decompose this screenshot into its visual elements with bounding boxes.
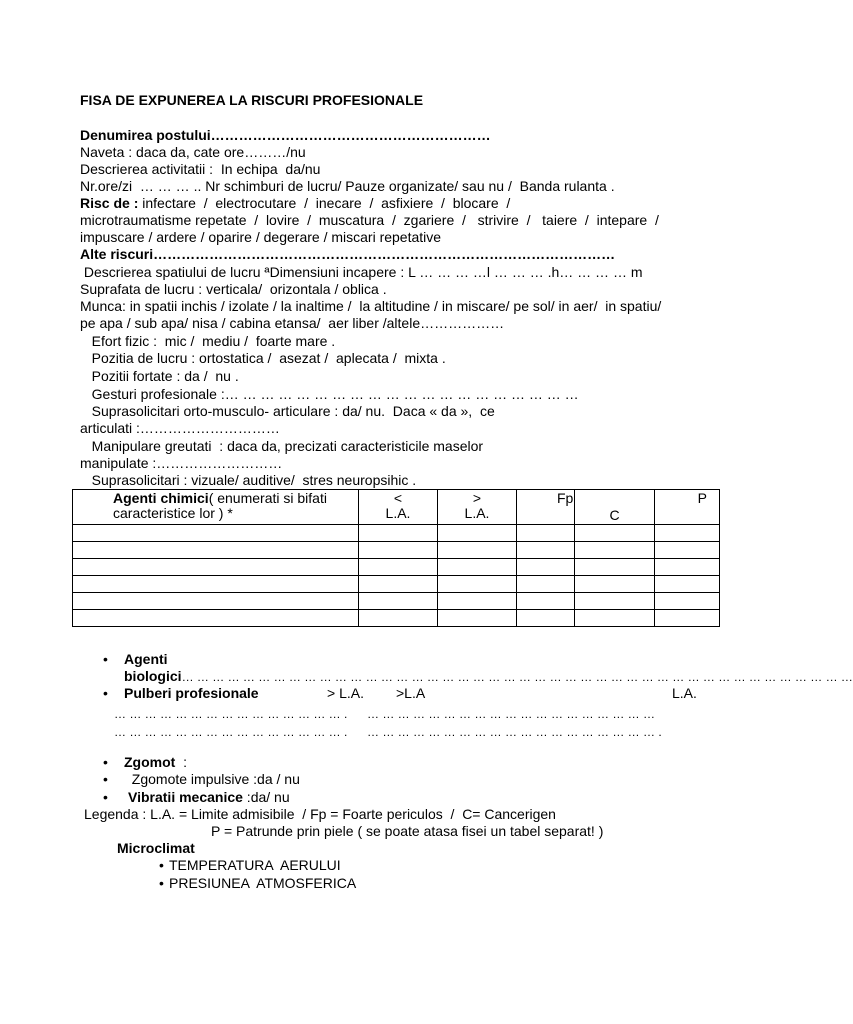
- legend-line-2: P = Patrunde prin piele ( se poate atasa fisei un tabel separat! ): [211, 823, 604, 839]
- table-cell[interactable]: [517, 576, 575, 593]
- other-risks-line: Alte riscuri………………………………………………………………………………………: [80, 246, 616, 262]
- table-cell[interactable]: [359, 576, 438, 593]
- table-cell[interactable]: [575, 610, 655, 627]
- atmospheric-pressure-item: PRESIUNEA ATMOSFERICA: [169, 875, 357, 891]
- table-cell[interactable]: [575, 559, 655, 576]
- table-header-row: [73, 490, 720, 525]
- skin-penetration-label: P: [697, 490, 707, 506]
- table-cell[interactable]: [517, 559, 575, 576]
- risk-line-2: microtraumatisme repetate / lovire / muscatura / zgariere / strivire / taiere / intepare /: [80, 212, 659, 228]
- table-cell[interactable]: [438, 593, 517, 610]
- handled-masses-line: manipulate :………………………: [80, 455, 283, 471]
- table-cell[interactable]: [655, 610, 720, 627]
- table-cell[interactable]: [359, 559, 438, 576]
- microclimate-heading: Microclimat: [117, 840, 195, 856]
- bullet-icon: •: [103, 685, 108, 701]
- bullet-icon: •: [103, 651, 108, 667]
- table-cell[interactable]: [575, 576, 655, 593]
- risk-items-1: infectare / electrocutare / inecare / asfixiere / blocare /: [138, 195, 511, 211]
- bullet-icon: •: [103, 789, 108, 805]
- table-cell[interactable]: [359, 542, 438, 559]
- table-cell[interactable]: [438, 576, 517, 593]
- table-cell[interactable]: [438, 559, 517, 576]
- table-cell[interactable]: [655, 559, 720, 576]
- above-limit-symbol: >: [472, 490, 482, 506]
- table-cell[interactable]: [517, 610, 575, 627]
- air-temperature-item: TEMPERATURA AERULUI: [169, 857, 341, 873]
- header-above-limit: [438, 490, 517, 525]
- work-surface-line: Suprafata de lucru : verticala/ orizontala / oblica .: [80, 281, 387, 297]
- forced-positions-line: Pozitii fortate : da / nu .: [80, 368, 239, 384]
- chemical-agents-table: [72, 489, 720, 627]
- bullet-icon: •: [159, 875, 164, 891]
- risk-line-1: [80, 195, 510, 212]
- header-carcinogen: [575, 490, 655, 525]
- workspace-description-line: Descrierea spatiului de lucru ªDimensiuni incapere : L … … … …l … … … .h… … … … m: [80, 264, 643, 280]
- weight-handling-line: Manipulare greutati : daca da, precizati caracteristicile maselor: [80, 438, 484, 454]
- table-cell[interactable]: [575, 593, 655, 610]
- table-cell[interactable]: [73, 593, 359, 610]
- dust-dots-left-2: … … … … … … … … … … … … … … … .: [114, 725, 348, 739]
- dust-dots-right-1: … … … … … … … … … … … … … … … … … … …: [367, 707, 656, 721]
- carcinogen-label: C: [609, 507, 620, 523]
- biological-agents-label-2: biologici: [124, 668, 182, 684]
- table-cell[interactable]: [359, 593, 438, 610]
- above-limit-unit: L.A.: [464, 505, 490, 521]
- dust-above-limit-2: >L.A: [396, 685, 426, 701]
- table-cell[interactable]: [73, 542, 359, 559]
- chemical-agents-note: ( enumerati si bifati: [208, 490, 327, 506]
- professional-gestures-line: Gesturi profesionale :… … … … … … … … … … … … … … … … … … … …: [80, 386, 579, 402]
- table-cell[interactable]: [575, 542, 655, 559]
- dust-limit: L.A.: [672, 685, 697, 701]
- table-cell[interactable]: [438, 525, 517, 542]
- document-title: FISA DE EXPUNEREA LA RISCURI PROFESIONALE: [80, 92, 424, 108]
- work-location-line-1: Munca: in spatii inchis / izolate / la inaltime / la altitudine / in miscare/ pe sol/ in aer/ in spatiu/: [80, 298, 662, 314]
- dust-above-limit-1: > L.A.: [327, 685, 364, 701]
- vibrations-line: [128, 789, 290, 806]
- table-cell[interactable]: [575, 525, 655, 542]
- table-row: [73, 576, 720, 593]
- table-cell[interactable]: [438, 542, 517, 559]
- table-cell[interactable]: [73, 610, 359, 627]
- work-position-line: Pozitia de lucru : ortostatica / asezat / aplecata / mixta .: [80, 350, 446, 366]
- bullet-icon: •: [103, 754, 108, 770]
- table-cell[interactable]: [359, 610, 438, 627]
- table-cell[interactable]: [73, 525, 359, 542]
- below-limit-unit: L.A.: [385, 505, 411, 521]
- work-location-line-2: pe apa / sub apa/ nisa / cabina etansa/ aer liber /altele………………: [80, 315, 505, 331]
- noise-label: Zgomot: [124, 754, 176, 770]
- table-row: [73, 610, 720, 627]
- chemical-agents-label: Agenti chimici: [113, 490, 209, 506]
- table-row: [73, 593, 720, 610]
- bullet-icon: •: [103, 771, 108, 787]
- table-cell[interactable]: [73, 576, 359, 593]
- vibrations-answer: :da/ nu: [242, 789, 290, 805]
- table-row: [73, 559, 720, 576]
- vibrations-label: Vibratii mecanice: [128, 789, 243, 805]
- work-hours-line: Nr.ore/zi … … … .. Nr schimburi de lucru/ Pauze organizate/ sau nu / Banda rulanta .: [80, 178, 615, 194]
- job-title-line: Denumirea postului……………………………………………………: [80, 127, 491, 143]
- risk-label: Risc de :: [80, 195, 139, 211]
- table-row: [73, 525, 720, 542]
- table-cell[interactable]: [517, 593, 575, 610]
- header-below-limit: [359, 490, 438, 525]
- legend-line: Legenda : L.A. = Limite admisibile / Fp = Foarte periculos / C= Cancerigen: [84, 806, 556, 822]
- table-cell[interactable]: [655, 525, 720, 542]
- commute-line: Naveta : daca da, cate ore………/nu: [80, 144, 306, 160]
- noise-colon: :: [175, 754, 187, 770]
- table-cell[interactable]: [73, 559, 359, 576]
- below-limit-symbol: <: [393, 490, 403, 506]
- sensory-strain-line: Suprasolicitari : vizuale/ auditive/ stres neuropsihic .: [80, 472, 417, 488]
- table-row: [73, 542, 720, 559]
- biological-agents-dots: … … … … … … … … … … … … … … … … … … … … … … … … … … … … … … … … … … … … … … … … … … … …: [181, 670, 853, 684]
- table-cell[interactable]: [655, 576, 720, 593]
- impulse-noise-line: Zgomote impulsive :da / nu: [124, 771, 300, 787]
- bullet-icon: •: [159, 857, 164, 873]
- joints-line: articulati :…………………………: [80, 420, 280, 436]
- biological-agents-label: Agenti: [124, 651, 168, 667]
- table-cell[interactable]: [517, 542, 575, 559]
- table-cell[interactable]: [438, 610, 517, 627]
- noise-line: [124, 754, 187, 771]
- table-cell[interactable]: [517, 525, 575, 542]
- table-cell[interactable]: [655, 542, 720, 559]
- table-cell[interactable]: [359, 525, 438, 542]
- header-chemical-agents: [73, 490, 359, 525]
- professional-dust-label: Pulberi profesionale: [124, 685, 259, 701]
- biological-agents-line: [124, 668, 853, 686]
- table-cell[interactable]: [655, 593, 720, 610]
- dust-dots-right-2: … … … … … … … … … … … … … … … … … … … .: [367, 725, 662, 739]
- musculoskeletal-strain-line: Suprasolicitari orto-musculo- articulare : da/ nu. Daca « da », ce: [80, 403, 495, 419]
- very-dangerous-label: Fp: [557, 490, 574, 506]
- chemical-agents-note-2: caracteristice lor ) *: [113, 505, 233, 521]
- header-skin-penetration: [655, 490, 720, 525]
- activity-description-line: Descrierea activitatii : In echipa da/nu: [80, 161, 321, 177]
- header-very-dangerous: [517, 490, 575, 525]
- dust-dots-left-1: … … … … … … … … … … … … … … … .: [114, 707, 348, 721]
- physical-effort-line: Efort fizic : mic / mediu / foarte mare .: [80, 333, 336, 349]
- risk-line-3: impuscare / ardere / oparire / degerare / miscari repetative: [80, 229, 442, 245]
